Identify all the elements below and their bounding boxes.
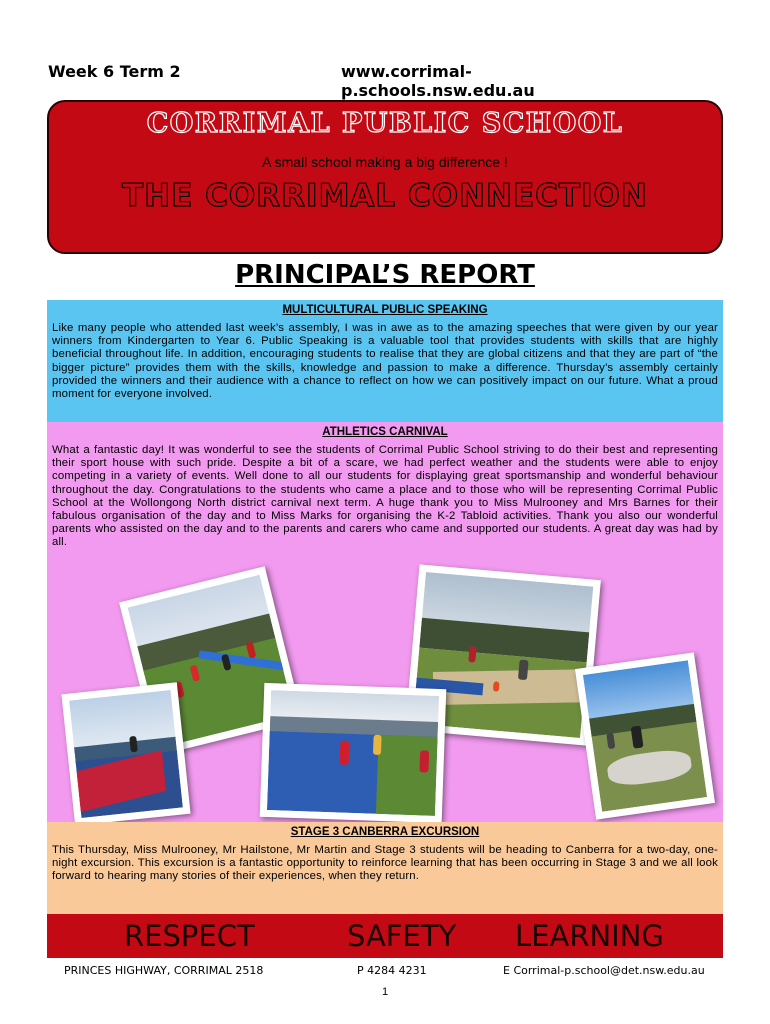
school-email[interactable]: E Corrimal-p.school@det.nsw.edu.au: [503, 964, 705, 977]
section-heading: MULTICULTURAL PUBLIC SPEAKING: [282, 304, 488, 316]
newsletter-name: THE CORRIMAL CONNECTION: [122, 178, 648, 214]
section-public-speaking: [47, 300, 723, 422]
section-body: What a fantastic day! It was wonderful to see the students of Corrimal Public School striving to do their best and representing their sport house with such pride. Despite a bit of a scare, we had perfect weather and the students were able to enjoy competing in a variety of events. Well done to all our students for displaying great sportsmanship and wonderful behaviour throughout the day. Congratulations to the students who came a place and to those who will be representing Corrimal Public School at the Wollongong North district carnival next term. A huge thank you to Miss Mulrooney and Mrs Barnes for their fabulous organisation of the day and to Miss Marks for organising the K-2 Tabloid activities. Thank you also our wonderful parents who assisted on the day and to the parents and carers who came and supported our students. A great day was had by all.: [52, 444, 718, 549]
photo-running-track: [260, 683, 447, 823]
section-body: Like many people who attended last week’s assembly, I was in awe as to the amazing speeches that were given by our year winners from Kindergarten to Year 6. Public Speaking is a valuable tool that provides students with skills that are highly beneficial throughout life. In addition, encouraging students to realise that they are global citizens and that they are part of “the bigger picture” provides them with the skills, knowledge and passion to make a difference. Thursday’s assembly certainly provided the winners and their audience with a chance to reflect on how we can positively impact on our future. What a proud moment for everyone involved.: [52, 322, 718, 401]
page-number: 1: [381, 986, 389, 998]
page-title: PRINCIPAL’S REPORT: [235, 260, 535, 290]
school-phone: P 4284 4231: [357, 964, 427, 977]
value-respect: RESPECT: [124, 919, 255, 953]
school-address: PRINCES HIGHWAY, CORRIMAL 2518: [64, 964, 264, 977]
section-heading: ATHLETICS CARNIVAL: [322, 426, 448, 438]
section-body: This Thursday, Miss Mulrooney, Mr Hailstone, Mr Martin and Stage 3 students will be heading to Canberra for a two-day, one-night excursion. This excursion is a fantastic opportunity to reinforce learning that has been occurring in Stage 3 and we all look forward to hearing many stories of their experiences, when they return.: [52, 844, 718, 883]
photo-high-jump: [61, 682, 190, 825]
photo-shot-put: [575, 652, 715, 819]
masthead-banner: [47, 100, 723, 254]
school-name: CORRIMAL PUBLIC SCHOOL: [146, 108, 624, 139]
section-heading: STAGE 3 CANBERRA EXCURSION: [290, 826, 480, 838]
value-safety: SAFETY: [347, 919, 457, 953]
week-term-label: Week 6 Term 2: [48, 62, 181, 81]
school-values-band: [47, 914, 723, 958]
website-url[interactable]: www.corrimal-p.schools.nsw.edu.au: [341, 62, 535, 100]
school-tagline: A small school making a big difference !: [262, 154, 508, 170]
value-learning: LEARNING: [515, 919, 664, 953]
section-canberra-excursion: [47, 822, 723, 914]
top-line: [48, 62, 658, 100]
